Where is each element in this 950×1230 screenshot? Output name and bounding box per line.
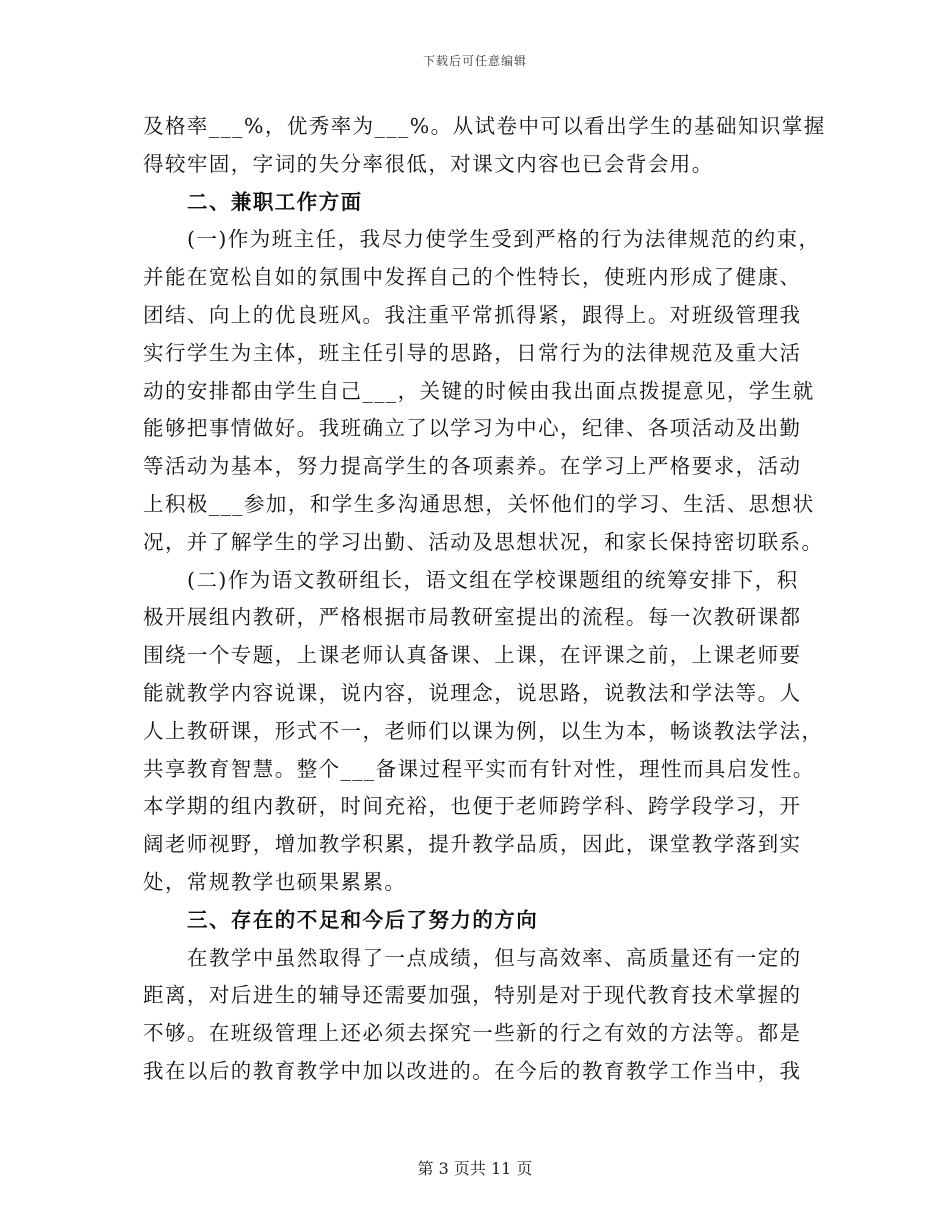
page-header-note: 下载后可任意编辑 (422, 54, 527, 68)
paragraph-line: 能就教学内容说课，说内容，说理念，说思路，说教法和学法等。人 (143, 680, 802, 705)
paragraph-line: 及格率___%，优秀率为___%。从试卷中可以看出学生的基础知识掌握 (143, 114, 826, 138)
paragraph-line: 本学期的组内教研，时间充裕，也便于老师跨学科、跨学段学习，开 (143, 794, 802, 819)
paragraph-line: 能够把事情做好。我班确立了以学习为中心，纪律、各项活动及出勤 (143, 416, 802, 441)
paragraph-line: 在教学中虽然取得了一点成绩，但与高效率、高质量还有一定的 (187, 945, 802, 970)
section-heading: 三、存在的不足和今后了努力的方向 (187, 907, 539, 932)
paragraph-line: 不够。在班级管理上还必须去探究一些新的行之有效的方法等。都是 (143, 1021, 802, 1046)
paragraph-line: 得较牢固，字词的失分率很低，对课文内容也已会背会用。 (143, 151, 714, 176)
paragraph-line: 况，并了解学生的学习出勤、活动及思想状况，和家长保持密切联系。 (143, 529, 824, 554)
section-heading: 二、兼职工作方面 (187, 189, 363, 214)
paragraph-line: 等活动为基本，努力提高学生的各项素养。在学习上严格要求，活动 (143, 454, 802, 479)
paragraph-line: (二)作为语文教研组长，语文组在学校课题组的统筹安排下，积 (187, 567, 799, 592)
paragraph-line: (一)作为班主任，我尽力使学生受到严格的行为法律规范的约束， (187, 227, 821, 252)
paragraph-line: 实行学生为主体，班主任引导的思路，日常行为的法律规范及重大活 (143, 340, 802, 365)
paragraph-line: 极开展组内教研，严格根据市局教研室提出的流程。每一次教研课都 (143, 605, 802, 630)
paragraph-line: 共享教育智慧。整个___备课过程平实而有针对性，理性而具启发性。 (143, 756, 815, 781)
paragraph-line: 动的安排都由学生自己___，关键的时候由我出面点拨提意见，学生就 (143, 378, 815, 403)
paragraph-line: 处，常规教学也硕果累累。 (143, 869, 407, 894)
paragraph-line: 人上教研课，形式不一，老师们以课为例，以生为本，畅谈教法学法， (143, 718, 824, 743)
paragraph-line: 并能在宽松自如的氛围中发挥自己的个性特长，使班内形成了健康、 (143, 265, 802, 290)
paragraph-line: 上积极___参加，和学生多沟通思想，关怀他们的学习、生活、思想状 (143, 491, 815, 516)
paragraph-line: 距离，对后进生的辅导还需要加强，特别是对于现代教育技术掌握的 (143, 983, 802, 1008)
document-body (143, 108, 826, 1091)
paragraph-line: 我在以后的教育教学中加以改进的。在今后的教育教学工作当中，我 (143, 1058, 802, 1083)
paragraph-line: 团结、向上的优良班风。我注重平常抓得紧，跟得上。对班级管理我 (143, 302, 802, 327)
paragraph-line: 围绕一个专题，上课老师认真备课、上课，在评课之前，上课老师要 (143, 643, 802, 668)
paragraph-line: 阔老师视野，增加教学积累，提升教学品质，因此，课堂教学落到实 (143, 832, 802, 857)
page-number: 第 3 页共 11 页 (417, 1159, 533, 1178)
